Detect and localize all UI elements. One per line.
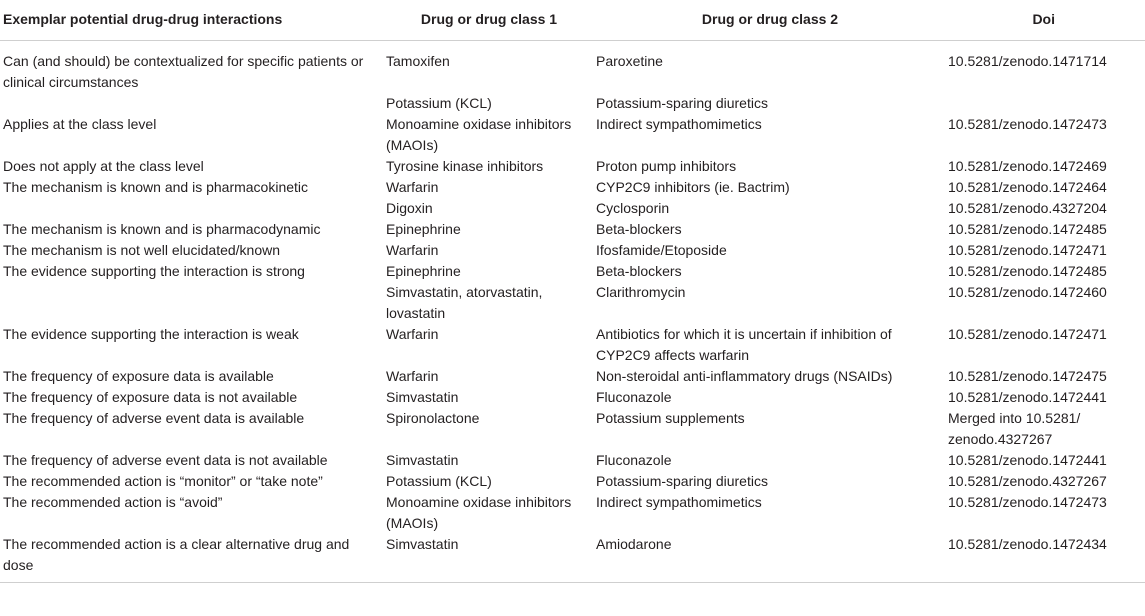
table-row	[0, 93, 1145, 114]
cell-interaction: The recommended action is “monitor” or “take note”	[3, 473, 323, 489]
table-row	[0, 41, 1145, 94]
cell-drug-class-2: Antibiotics for which it is uncertain if inhibition of CYP2C9 affects warfarin	[596, 326, 892, 363]
table-row	[0, 492, 1145, 534]
cell-interaction: The mechanism is not well elucidated/known	[3, 242, 281, 258]
cell-doi: 10.5281/zenodo.1472441	[948, 452, 1107, 468]
cell-doi: 10.5281/zenodo.1472471	[948, 326, 1107, 342]
cell-doi: 10.5281/zenodo.1472434	[948, 536, 1107, 552]
table-header	[0, 0, 1145, 41]
cell-doi: 10.5281/zenodo.1472485	[948, 263, 1107, 279]
cell-interaction: The frequency of adverse event data is not available	[3, 452, 328, 468]
cell-doi: 10.5281/zenodo.1472441	[948, 389, 1107, 405]
cell-drug-class-1: Tamoxifen	[386, 53, 450, 69]
cell-drug-class-2: Clarithromycin	[596, 284, 686, 300]
cell-interaction: The frequency of exposure data is available	[3, 368, 274, 384]
table-row	[0, 114, 1145, 156]
cell-drug-class-1: Tyrosine kinase inhibitors	[386, 158, 544, 174]
cell-doi: 10.5281/zenodo.4327204	[948, 200, 1107, 216]
cell-drug-class-2: Amiodarone	[596, 536, 672, 552]
cell-interaction: The mechanism is known and is pharmacokinetic	[3, 179, 309, 195]
table-row	[0, 450, 1145, 471]
table-row	[0, 366, 1145, 387]
cell-drug-class-1: Potassium (KCL)	[386, 473, 492, 489]
table-row	[0, 534, 1145, 583]
cell-doi: 10.5281/zenodo.1472469	[948, 158, 1107, 174]
cell-drug-class-2: Indirect sympathomimetics	[596, 494, 762, 510]
cell-drug-class-2: Potassium-sparing diuretics	[596, 473, 768, 489]
cell-drug-class-2: CYP2C9 inhibitors (ie. Bactrim)	[596, 179, 790, 195]
cell-interaction: The frequency of adverse event data is available	[3, 410, 305, 426]
cell-drug-class-1: Warfarin	[386, 326, 439, 342]
header-interaction: Exemplar potential drug-drug interactions	[3, 11, 283, 27]
cell-drug-class-1: Simvastatin	[386, 389, 459, 405]
table-row	[0, 282, 1145, 324]
table-row	[0, 219, 1145, 240]
cell-interaction	[0, 198, 384, 219]
header-doi: Doi	[1032, 11, 1055, 27]
header-drug-class-1: Drug or drug class 1	[420, 11, 558, 27]
cell-drug-class-1: Simvastatin	[386, 452, 459, 468]
header-drug-class-2: Drug or drug class 2	[701, 11, 839, 27]
table-row	[0, 408, 1145, 450]
cell-drug-class-2: Potassium supplements	[596, 410, 745, 426]
cell-drug-class-2: Beta-blockers	[596, 263, 682, 279]
cell-interaction: The evidence supporting the interaction is weak	[3, 326, 299, 342]
cell-interaction	[0, 282, 384, 324]
table-row	[0, 387, 1145, 408]
cell-drug-class-1: Spironolactone	[386, 410, 480, 426]
table-row	[0, 156, 1145, 177]
cell-interaction: Can (and should) be contextualized for specific patients or clinical circumstances	[3, 53, 364, 90]
table-row	[0, 471, 1145, 492]
cell-drug-class-1: Digoxin	[386, 200, 433, 216]
cell-drug-class-2: Fluconazole	[596, 452, 672, 468]
cell-interaction	[0, 93, 384, 114]
cell-doi: 10.5281/zenodo.1472460	[948, 284, 1107, 300]
cell-drug-class-2: Potassium-sparing diuretics	[596, 95, 768, 111]
cell-drug-class-1: Simvastatin	[386, 536, 459, 552]
cell-drug-class-1: Monoamine oxidase inhibitors (MAOIs)	[386, 116, 572, 153]
cell-interaction: The mechanism is known and is pharmacodynamic	[3, 221, 321, 237]
cell-interaction: Applies at the class level	[3, 116, 157, 132]
cell-drug-class-2: Proton pump inhibitors	[596, 158, 737, 174]
cell-doi: 10.5281/zenodo.1471714	[948, 53, 1107, 69]
cell-doi: 10.5281/zenodo.1472475	[948, 368, 1107, 384]
cell-doi: 10.5281/zenodo.1472464	[948, 179, 1107, 195]
cell-drug-class-1: Warfarin	[386, 242, 439, 258]
cell-doi: 10.5281/zenodo.1472471	[948, 242, 1107, 258]
cell-drug-class-2: Non-steroidal anti-inflammatory drugs (NSAIDs)	[596, 368, 893, 384]
cell-doi: 10.5281/zenodo.1472473	[948, 494, 1107, 510]
cell-doi	[946, 93, 1145, 114]
table-row	[0, 177, 1145, 198]
cell-doi: Merged into 10.5281/ zenodo.4327267	[948, 410, 1081, 447]
header-row	[0, 0, 1145, 41]
cell-drug-class-1: Warfarin	[386, 368, 439, 384]
cell-drug-class-2: Indirect sympathomimetics	[596, 116, 762, 132]
cell-interaction: The recommended action is a clear alternative drug and dose	[3, 536, 350, 573]
cell-drug-class-2: Cyclosporin	[596, 200, 670, 216]
cell-interaction: The evidence supporting the interaction is strong	[3, 263, 305, 279]
cell-drug-class-1: Simvastatin, atorvastatin, lovastatin	[386, 284, 543, 321]
cell-drug-class-1: Potassium (KCL)	[386, 95, 492, 111]
table-body	[0, 41, 1145, 583]
cell-drug-class-1: Epinephrine	[386, 263, 461, 279]
cell-drug-class-2: Fluconazole	[596, 389, 672, 405]
cell-drug-class-1: Monoamine oxidase inhibitors (MAOIs)	[386, 494, 572, 531]
cell-drug-class-2: Ifosfamide/Etoposide	[596, 242, 727, 258]
cell-drug-class-1: Epinephrine	[386, 221, 461, 237]
cell-drug-class-1: Warfarin	[386, 179, 439, 195]
cell-drug-class-2: Paroxetine	[596, 53, 663, 69]
cell-doi: 10.5281/zenodo.4327267	[948, 473, 1107, 489]
cell-drug-class-2: Beta-blockers	[596, 221, 682, 237]
table-row	[0, 240, 1145, 261]
table-row	[0, 261, 1145, 282]
cell-interaction: The recommended action is “avoid”	[3, 494, 223, 510]
cell-doi: 10.5281/zenodo.1472473	[948, 116, 1107, 132]
cell-doi: 10.5281/zenodo.1472485	[948, 221, 1107, 237]
cell-interaction: Does not apply at the class level	[3, 158, 204, 174]
cell-interaction: The frequency of exposure data is not available	[3, 389, 298, 405]
table-row	[0, 324, 1145, 366]
table-row	[0, 198, 1145, 219]
